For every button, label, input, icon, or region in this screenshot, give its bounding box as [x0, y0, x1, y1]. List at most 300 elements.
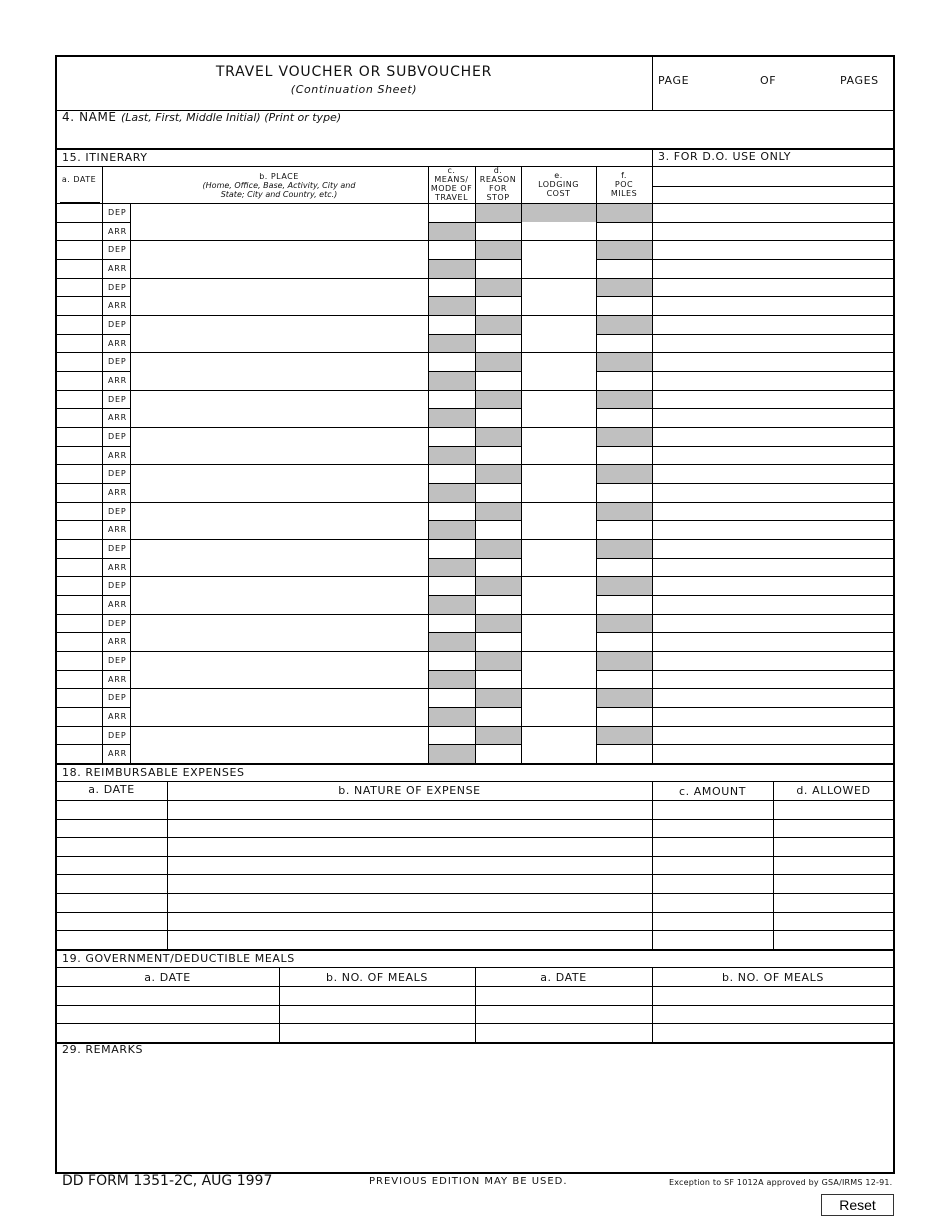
itinerary-lodging-input[interactable] — [522, 297, 596, 334]
reimb-date-input[interactable] — [57, 820, 167, 837]
itinerary-lodging-input[interactable] — [522, 745, 596, 763]
shaded-cell — [476, 577, 521, 595]
itinerary-means-input[interactable] — [429, 503, 475, 520]
reimb-amount-input[interactable] — [653, 820, 773, 837]
itinerary-place-input[interactable] — [131, 596, 428, 632]
itinerary-lodging-input[interactable] — [522, 335, 596, 371]
itinerary-place-input[interactable] — [131, 671, 428, 707]
itinerary-place-input[interactable] — [131, 521, 428, 558]
reimb-label-line — [56, 781, 894, 782]
shaded-cell — [597, 540, 652, 558]
itinerary-date-input[interactable] — [57, 708, 102, 726]
itinerary-place-input[interactable] — [131, 447, 428, 483]
dep-label: DEP — [108, 245, 127, 254]
do-use-input[interactable] — [653, 596, 894, 614]
dep-label: DEP — [108, 357, 127, 366]
itinerary-means-input[interactable] — [429, 428, 475, 446]
itinerary-reason-input[interactable] — [476, 297, 521, 315]
reimb-amount-input[interactable] — [653, 913, 773, 930]
itinerary-lodging-input[interactable] — [522, 708, 596, 744]
itinerary-reason-input[interactable] — [476, 521, 521, 539]
itinerary-poc-miles-input[interactable] — [597, 447, 652, 464]
form-id: DD FORM 1351-2C, AUG 1997 — [62, 1173, 273, 1189]
itinerary-lodging-input[interactable] — [522, 372, 596, 408]
reimb-nature-input[interactable] — [168, 857, 652, 874]
shaded-cell — [476, 727, 521, 744]
itinerary-date-input[interactable] — [57, 353, 102, 371]
reason-header-line-1: d. — [493, 166, 503, 175]
dep-label: DEP — [108, 581, 127, 590]
reimb-amount-input[interactable] — [653, 857, 773, 874]
means-header-line-3: MODE OF — [430, 184, 473, 193]
itinerary-date-input[interactable] — [57, 503, 102, 520]
means-header-line-2: MEANS/ — [434, 175, 469, 184]
reimb-date-input[interactable] — [57, 931, 167, 949]
meals-count-input[interactable] — [280, 1006, 475, 1023]
arr-label: ARR — [108, 749, 127, 758]
itinerary-date-input[interactable] — [57, 484, 102, 502]
do-use-input[interactable] — [653, 279, 894, 296]
shaded-cell — [476, 615, 521, 632]
shaded-cell — [429, 484, 475, 502]
do-use-input[interactable] — [653, 297, 894, 315]
do-use-input[interactable] — [653, 745, 894, 763]
meals-date-input[interactable] — [57, 987, 279, 1005]
itinerary-lodging-input[interactable] — [522, 671, 596, 707]
meals-col-count-1-header: b. NO. OF MEALS — [326, 971, 428, 984]
itinerary-place-input[interactable] — [131, 708, 428, 744]
shaded-cell — [476, 353, 521, 371]
reimb-col-nature-header: b. NATURE OF EXPENSE — [338, 784, 481, 797]
shaded-cell — [597, 391, 652, 408]
reimb-date-input[interactable] — [57, 801, 167, 819]
shaded-cell — [476, 465, 521, 483]
poc-header-line-3: MILES — [610, 189, 638, 198]
itinerary-date-input[interactable] — [57, 428, 102, 446]
do-use-input[interactable] — [653, 409, 894, 427]
itinerary-poc-miles-input[interactable] — [597, 596, 652, 614]
itinerary-date-input[interactable] — [57, 745, 102, 763]
shaded-cell — [476, 316, 521, 334]
do-use-row-line — [652, 186, 894, 187]
itinerary-reason-input[interactable] — [476, 633, 521, 651]
do-use-input[interactable] — [653, 223, 894, 240]
do-use-input[interactable] — [653, 708, 894, 726]
itinerary-reason-input[interactable] — [476, 745, 521, 763]
dep-label: DEP — [108, 619, 127, 628]
itinerary-means-input[interactable] — [429, 279, 475, 296]
itinerary-means-input[interactable] — [429, 540, 475, 558]
shaded-cell — [429, 223, 475, 240]
arr-label: ARR — [108, 264, 127, 273]
lodging-col-header-divider — [596, 166, 597, 203]
reimb-nature-input[interactable] — [168, 801, 652, 819]
shaded-cell — [597, 316, 652, 334]
reimb-nature-input[interactable] — [168, 838, 652, 856]
itinerary-date-input[interactable] — [57, 577, 102, 595]
page-label: PAGE — [658, 74, 690, 87]
shaded-cell — [597, 503, 652, 520]
do-use-input[interactable] — [653, 503, 894, 520]
itinerary-place-input[interactable] — [131, 372, 428, 408]
meals-count-input[interactable] — [653, 1024, 894, 1042]
reimb-nature-input[interactable] — [168, 931, 652, 949]
do-use-input[interactable] — [653, 428, 894, 446]
itinerary-poc-miles-input[interactable] — [597, 223, 652, 240]
itinerary-lodging-input[interactable] — [522, 409, 596, 446]
itinerary-means-input[interactable] — [429, 465, 475, 483]
itinerary-place-input[interactable] — [131, 260, 428, 296]
dep-label: DEP — [108, 469, 127, 478]
reimb-date-input[interactable] — [57, 857, 167, 874]
do-use-input[interactable] — [653, 540, 894, 558]
itinerary-poc-miles-input[interactable] — [597, 745, 652, 763]
dep-label: DEP — [108, 731, 127, 740]
itinerary-means-input[interactable] — [429, 652, 475, 670]
itinerary-poc-miles-input[interactable] — [597, 671, 652, 688]
shaded-cell — [597, 353, 652, 371]
reimb-nature-input[interactable] — [168, 875, 652, 893]
itinerary-date-input[interactable] — [57, 465, 102, 483]
itinerary-poc-miles-input[interactable] — [597, 297, 652, 315]
means-header-line-1: c. — [447, 166, 456, 175]
pages-label: PAGES — [840, 74, 879, 87]
form-title: TRAVEL VOUCHER OR SUBVOUCHER — [215, 64, 493, 80]
shaded-cell — [429, 596, 475, 614]
itinerary-reason-input[interactable] — [476, 223, 521, 240]
arr-label: ARR — [108, 712, 127, 721]
itin-col-means-header — [428, 166, 475, 202]
shaded-cell — [597, 652, 652, 670]
do-use-input[interactable] — [653, 559, 894, 576]
shaded-cell — [476, 204, 521, 222]
arr-label: ARR — [108, 301, 127, 310]
reimb-allowed-input[interactable] — [774, 894, 894, 912]
dep-label: DEP — [108, 208, 127, 217]
itinerary-poc-miles-input[interactable] — [597, 372, 652, 390]
itinerary-place-input[interactable] — [131, 559, 428, 595]
reimb-col-amount-header: c. AMOUNT — [678, 785, 747, 798]
itinerary-lodging-input[interactable] — [522, 223, 596, 259]
itinerary-date-input[interactable] — [57, 633, 102, 651]
itinerary-lodging-input[interactable] — [522, 559, 596, 595]
reimb-allowed-input[interactable] — [774, 820, 894, 837]
shaded-cell — [597, 689, 652, 707]
itinerary-poc-miles-input[interactable] — [597, 559, 652, 576]
reimb-col-allowed-header: d. ALLOWED — [796, 784, 871, 797]
name-input[interactable] — [60, 126, 890, 146]
arr-label: ARR — [108, 600, 127, 609]
do-use-input[interactable] — [653, 316, 894, 334]
itinerary-lodging-input[interactable] — [522, 596, 596, 632]
shaded-cell — [429, 447, 475, 464]
remarks-label: 29. REMARKS — [62, 1043, 144, 1056]
itinerary-poc-miles-input[interactable] — [597, 335, 652, 352]
itinerary-date-input[interactable] — [57, 297, 102, 315]
do-use-input[interactable] — [653, 391, 894, 408]
itinerary-date-input[interactable] — [57, 521, 102, 539]
shaded-cell — [429, 633, 475, 651]
reset-button[interactable]: Reset — [821, 1194, 894, 1216]
dep-label: DEP — [108, 544, 127, 553]
reimb-allowed-input[interactable] — [774, 857, 894, 874]
shaded-cell — [429, 559, 475, 576]
reimb-amount-input[interactable] — [653, 875, 773, 893]
itinerary-date-input[interactable] — [57, 540, 102, 558]
itinerary-reason-input[interactable] — [476, 596, 521, 614]
shaded-cell — [429, 409, 475, 427]
do-use-label: 3. FOR D.O. USE ONLY — [658, 150, 792, 163]
itinerary-means-input[interactable] — [429, 615, 475, 632]
reimb-bottom-line — [56, 949, 894, 951]
reimb-date-input[interactable] — [57, 913, 167, 930]
shaded-cell — [429, 708, 475, 726]
itinerary-means-input[interactable] — [429, 241, 475, 259]
shaded-cell — [476, 652, 521, 670]
reimb-date-input[interactable] — [57, 894, 167, 912]
itin-col-poc-header — [596, 171, 652, 198]
shaded-cell — [476, 428, 521, 446]
itinerary-means-input[interactable] — [429, 204, 475, 222]
place-header-line-2: (Home, Office, Base, Activity, City and — [202, 181, 356, 190]
meals-date-input[interactable] — [57, 1006, 279, 1023]
lodging-header-line-2: LODGING — [538, 180, 579, 189]
itinerary-label: 15. ITINERARY — [62, 151, 148, 164]
shaded-cell — [597, 241, 652, 259]
arr-label: ARR — [108, 675, 127, 684]
itinerary-poc-miles-input[interactable] — [597, 260, 652, 278]
reason-col-header-divider — [521, 166, 522, 203]
edition-note: PREVIOUS EDITION MAY BE USED. — [369, 1176, 568, 1187]
itinerary-means-input[interactable] — [429, 316, 475, 334]
itinerary-date-input[interactable] — [57, 316, 102, 334]
shaded-cell — [429, 521, 475, 539]
itinerary-lodging-input[interactable] — [522, 521, 596, 558]
shaded-cell — [597, 204, 652, 222]
itinerary-date-input[interactable] — [57, 596, 102, 614]
meals-date-input[interactable] — [476, 1006, 652, 1023]
header-divider — [652, 56, 653, 111]
do-use-input[interactable] — [653, 633, 894, 651]
reimb-amount-input[interactable] — [653, 801, 773, 819]
remarks-textarea[interactable] — [60, 1060, 890, 1168]
do-use-input[interactable] — [653, 353, 894, 371]
reimb-date-input[interactable] — [57, 875, 167, 893]
do-use-input[interactable] — [653, 335, 894, 352]
do-use-input[interactable] — [653, 204, 894, 222]
place-header-line-3: State; City and Country, etc.) — [220, 190, 338, 199]
itinerary-date-input[interactable] — [57, 689, 102, 707]
itin-col-place-header — [130, 172, 428, 199]
itin-col-reason-header — [475, 166, 521, 202]
meals-count-input[interactable] — [653, 987, 894, 1005]
meals-col-date-1-header: a. DATE — [144, 971, 191, 984]
meals-date-input[interactable] — [476, 1024, 652, 1042]
itinerary-means-input[interactable] — [429, 689, 475, 707]
itinerary-date-input[interactable] — [57, 204, 102, 222]
do-use-input[interactable] — [653, 521, 894, 539]
place-col-header-divider — [428, 166, 429, 203]
reimb-allowed-input[interactable] — [774, 875, 894, 893]
lodging-header-line-1: e. — [554, 171, 563, 180]
do-use-input[interactable] — [653, 577, 894, 595]
itinerary-place-input[interactable] — [131, 335, 428, 371]
do-use-input[interactable] — [653, 652, 894, 670]
itinerary-date-input[interactable] — [57, 391, 102, 408]
itinerary-lodging-input[interactable] — [522, 633, 596, 670]
meals-count-input[interactable] — [653, 1006, 894, 1023]
name-hint: (Last, First, Middle Initial) (Print or type) — [121, 111, 342, 124]
itinerary-poc-miles-input[interactable] — [597, 409, 652, 427]
reimb-allowed-input[interactable] — [774, 913, 894, 930]
meals-bottom-line — [56, 1042, 894, 1044]
itinerary-reason-input[interactable] — [476, 335, 521, 352]
dep-label: DEP — [108, 507, 127, 516]
shaded-cell — [597, 577, 652, 595]
arr-label: ARR — [108, 376, 127, 385]
shaded-cell — [597, 465, 652, 483]
reimbursable-label: 18. REIMBURSABLE EXPENSES — [62, 766, 245, 779]
reimb-nature-input[interactable] — [168, 913, 652, 930]
itinerary-reason-input[interactable] — [476, 484, 521, 502]
itinerary-place-input[interactable] — [131, 484, 428, 520]
arr-label: ARR — [108, 637, 127, 646]
itinerary-lodging-input[interactable] — [522, 260, 596, 296]
do-use-input[interactable] — [653, 671, 894, 688]
itinerary-date-input[interactable] — [57, 279, 102, 296]
itinerary-means-input[interactable] — [429, 577, 475, 595]
itinerary-date-input[interactable] — [57, 727, 102, 744]
itinerary-date-input[interactable] — [57, 241, 102, 259]
itinerary-poc-miles-input[interactable] — [597, 708, 652, 726]
shaded-cell — [597, 615, 652, 632]
itinerary-place-input[interactable] — [131, 409, 428, 446]
itinerary-date-input[interactable] — [57, 671, 102, 688]
itinerary-lodging-input[interactable] — [522, 447, 596, 483]
itinerary-reason-input[interactable] — [476, 372, 521, 390]
itinerary-place-input[interactable] — [131, 633, 428, 670]
itinerary-reason-input[interactable] — [476, 708, 521, 726]
reimb-amount-input[interactable] — [653, 931, 773, 949]
do-use-input[interactable] — [653, 689, 894, 707]
itinerary-date-input[interactable] — [57, 615, 102, 632]
reimb-allowed-input[interactable] — [774, 801, 894, 819]
shaded-cell — [429, 671, 475, 688]
shaded-cell — [597, 428, 652, 446]
itinerary-poc-miles-input[interactable] — [597, 633, 652, 651]
exception-note: Exception to SF 1012A approved by GSA/IRMS 12-91. — [669, 1178, 893, 1187]
reimb-col-date-header: a. DATE — [88, 783, 135, 796]
meals-col-date-2-header: a. DATE — [540, 971, 587, 984]
itinerary-means-input[interactable] — [429, 353, 475, 371]
reimb-allowed-input[interactable] — [774, 931, 894, 949]
meals-label: 19. GOVERNMENT/DEDUCTIBLE MEALS — [62, 952, 295, 965]
itinerary-date-input[interactable] — [57, 447, 102, 464]
itinerary-lodging-input[interactable] — [522, 484, 596, 520]
meals-count-input[interactable] — [280, 987, 475, 1005]
reason-header-line-3: FOR — [489, 184, 507, 193]
shaded-cell — [476, 540, 521, 558]
itinerary-means-input[interactable] — [429, 727, 475, 744]
itinerary-reason-input[interactable] — [476, 260, 521, 278]
arr-label: ARR — [108, 525, 127, 534]
shaded-cell — [476, 391, 521, 408]
meals-date-input[interactable] — [57, 1024, 279, 1042]
reimb-date-input[interactable] — [57, 838, 167, 856]
dep-label: DEP — [108, 320, 127, 329]
lodging-header-line-3: COST — [546, 189, 571, 198]
do-use-input[interactable] — [653, 484, 894, 502]
itinerary-date-input[interactable] — [57, 372, 102, 390]
reimb-amount-input[interactable] — [653, 894, 773, 912]
shaded-cell — [429, 260, 475, 278]
itinerary-means-input[interactable] — [429, 391, 475, 408]
itinerary-reason-input[interactable] — [476, 409, 521, 427]
itinerary-reason-input[interactable] — [476, 447, 521, 464]
do-use-input[interactable] — [653, 447, 894, 464]
do-use-input[interactable] — [653, 241, 894, 259]
meals-date-input[interactable] — [476, 987, 652, 1005]
itinerary-reason-input[interactable] — [476, 671, 521, 688]
do-use-input[interactable] — [653, 465, 894, 483]
itinerary-date-input[interactable] — [57, 559, 102, 576]
means-header-line-4: TRAVEL — [434, 193, 469, 202]
itinerary-date-input[interactable] — [57, 223, 102, 240]
itin-col-date-header: a. DATE — [61, 175, 97, 184]
means-col-header-divider — [475, 166, 476, 203]
itinerary-date-input[interactable] — [57, 409, 102, 427]
shaded-cell — [597, 727, 652, 744]
itinerary-place-input[interactable] — [131, 745, 428, 763]
arr-label: ARR — [108, 563, 127, 572]
itinerary-date-input[interactable] — [57, 652, 102, 670]
page-number-input[interactable] — [696, 70, 754, 88]
arr-label: ARR — [108, 488, 127, 497]
do-use-input[interactable] — [653, 615, 894, 632]
itinerary-poc-miles-input[interactable] — [597, 484, 652, 502]
arr-label: ARR — [108, 227, 127, 236]
poc-header-line-2: POC — [614, 180, 634, 189]
itinerary-date-input[interactable] — [57, 260, 102, 278]
itinerary-reason-input[interactable] — [476, 559, 521, 576]
meals-count-input[interactable] — [280, 1024, 475, 1042]
itinerary-place-input[interactable] — [131, 223, 428, 259]
shaded-cell — [429, 372, 475, 390]
reimb-nature-input[interactable] — [168, 894, 652, 912]
total-pages-input[interactable] — [786, 70, 836, 88]
arr-label: ARR — [108, 339, 127, 348]
itinerary-place-input[interactable] — [131, 204, 428, 222]
itinerary-poc-miles-input[interactable] — [597, 521, 652, 539]
shaded-cell — [476, 689, 521, 707]
itinerary-place-input[interactable] — [131, 297, 428, 334]
itinerary-bottom-line — [56, 763, 894, 765]
do-use-input[interactable] — [653, 372, 894, 390]
shaded-cell — [429, 745, 475, 763]
do-use-input[interactable] — [653, 260, 894, 278]
do-use-input[interactable] — [653, 727, 894, 744]
reimb-allowed-input[interactable] — [774, 838, 894, 856]
dep-label: DEP — [108, 656, 127, 665]
shaded-cell — [522, 204, 596, 222]
shaded-cell — [429, 335, 475, 352]
reimb-amount-input[interactable] — [653, 838, 773, 856]
name-label — [62, 110, 341, 124]
itinerary-date-input[interactable] — [57, 335, 102, 352]
shaded-cell — [476, 241, 521, 259]
reimb-nature-input[interactable] — [168, 820, 652, 837]
shaded-cell — [429, 297, 475, 315]
